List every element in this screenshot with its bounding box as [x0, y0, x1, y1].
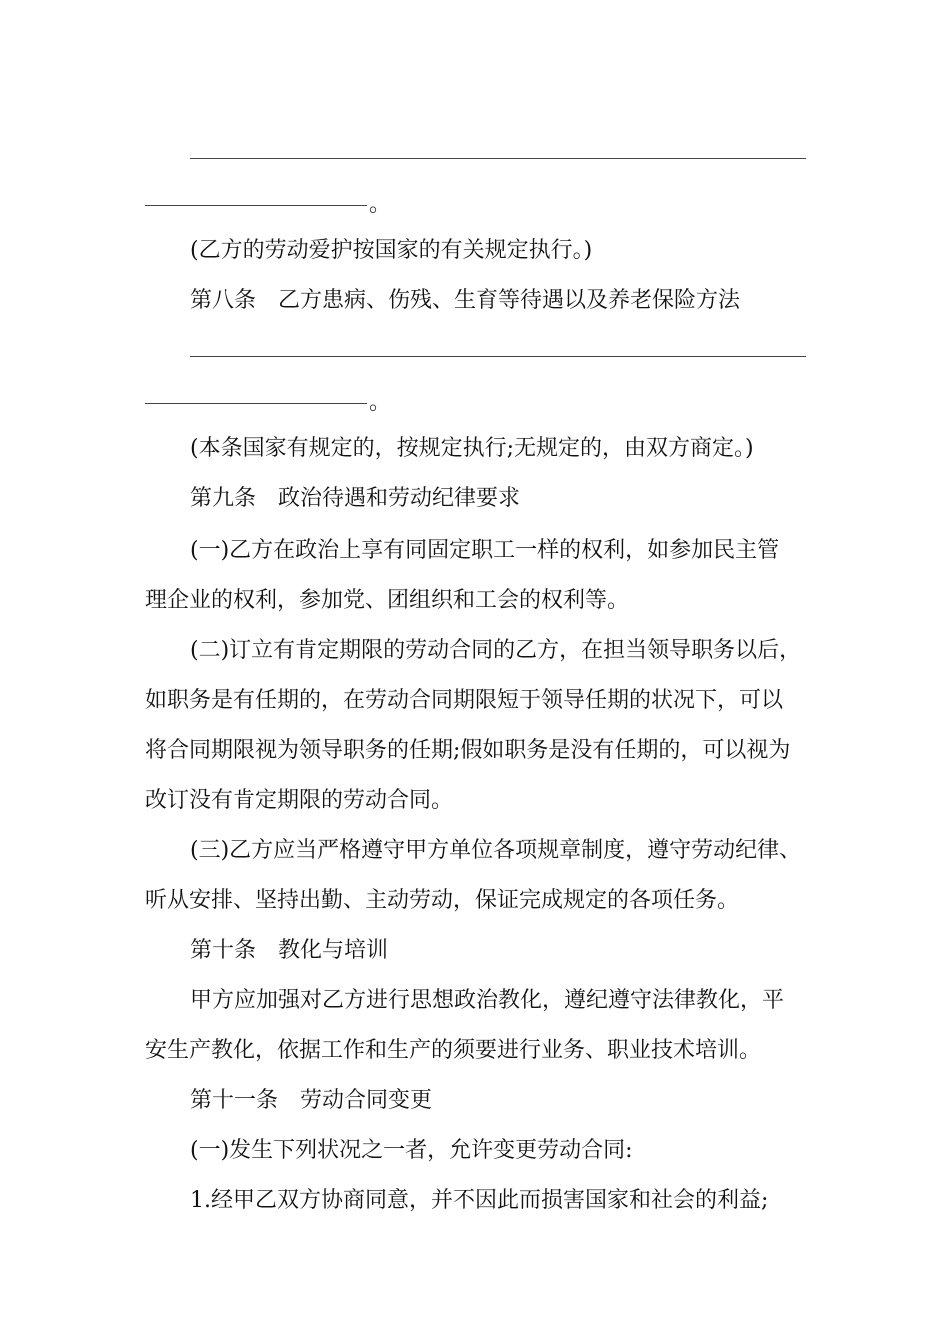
art8-prev-note: (乙方的劳动爱护按国家的有关规定执行。) — [190, 238, 593, 263]
paragraph-line: (一)乙方在政治上享有同固定职工一样的权利，如参加民主管 — [190, 538, 780, 563]
paragraph-line: 听从安排、坚持出勤、主动劳动，保证完成规定的各项任务。 — [145, 888, 740, 913]
paragraph-line: 如职务是有任期的，在劳动合同期限短于领导任期的状况下，可以 — [145, 688, 784, 713]
paragraph-line: 将合同期限视为领导职务的任期;假如职务是没有任期的，可以视为 — [145, 738, 791, 763]
blank-suffix: 。 — [369, 192, 392, 217]
paragraph-line: (二)订立有肯定期限的劳动合同的乙方，在担当领导职务以后， — [190, 638, 802, 663]
paragraph-line: 安生产教化，依据工作和生产的须要进行业务、职业技术培训。 — [145, 1038, 762, 1063]
paragraph-line: 改订没有肯定期限的劳动合同。 — [145, 788, 454, 813]
article-number: 第九条 — [190, 486, 257, 511]
art8-note: (本条国家有规定的，按规定执行;无规定的，由双方商定。) — [190, 436, 754, 461]
article-number: 第八条 — [190, 288, 257, 313]
list-item: 1.经甲乙双方协商同意，并不因此而损害国家和社会的利益; — [190, 1188, 769, 1213]
blank-line-end — [145, 190, 391, 220]
article-10-heading — [190, 936, 870, 966]
article-number: 第十条 — [190, 938, 257, 963]
article-8-heading — [190, 286, 870, 316]
article-number: 第十一条 — [190, 1088, 279, 1113]
blank-line-short — [145, 205, 367, 206]
blank-suffix: 。 — [369, 390, 392, 415]
paragraph-line: 理企业的权利，参加党、团组织和工会的权利等。 — [145, 588, 630, 613]
article-title: 政治待遇和劳动纪律要求 — [278, 486, 521, 511]
blank-line-end — [145, 388, 391, 418]
paragraph-line: (一)发生下列状况之一者，允许变更劳动合同: — [190, 1138, 633, 1163]
blank-line — [190, 356, 806, 357]
paragraph-line: (三)乙方应当严格遵守甲方单位各项规章制度，遵守劳动纪律、 — [190, 838, 802, 863]
blank-line-short — [145, 403, 367, 404]
paragraph-line: 甲方应加强对乙方进行思想政治教化，遵纪遵守法律教化，平 — [190, 988, 785, 1013]
article-9-heading — [190, 484, 870, 514]
article-title: 乙方患病、伤残、生育等待遇以及养老保险方法 — [278, 288, 741, 313]
article-title: 劳动合同变更 — [300, 1088, 433, 1113]
blank-line — [190, 158, 806, 159]
article-11-heading — [190, 1086, 870, 1116]
article-title: 教化与培训 — [278, 938, 389, 963]
